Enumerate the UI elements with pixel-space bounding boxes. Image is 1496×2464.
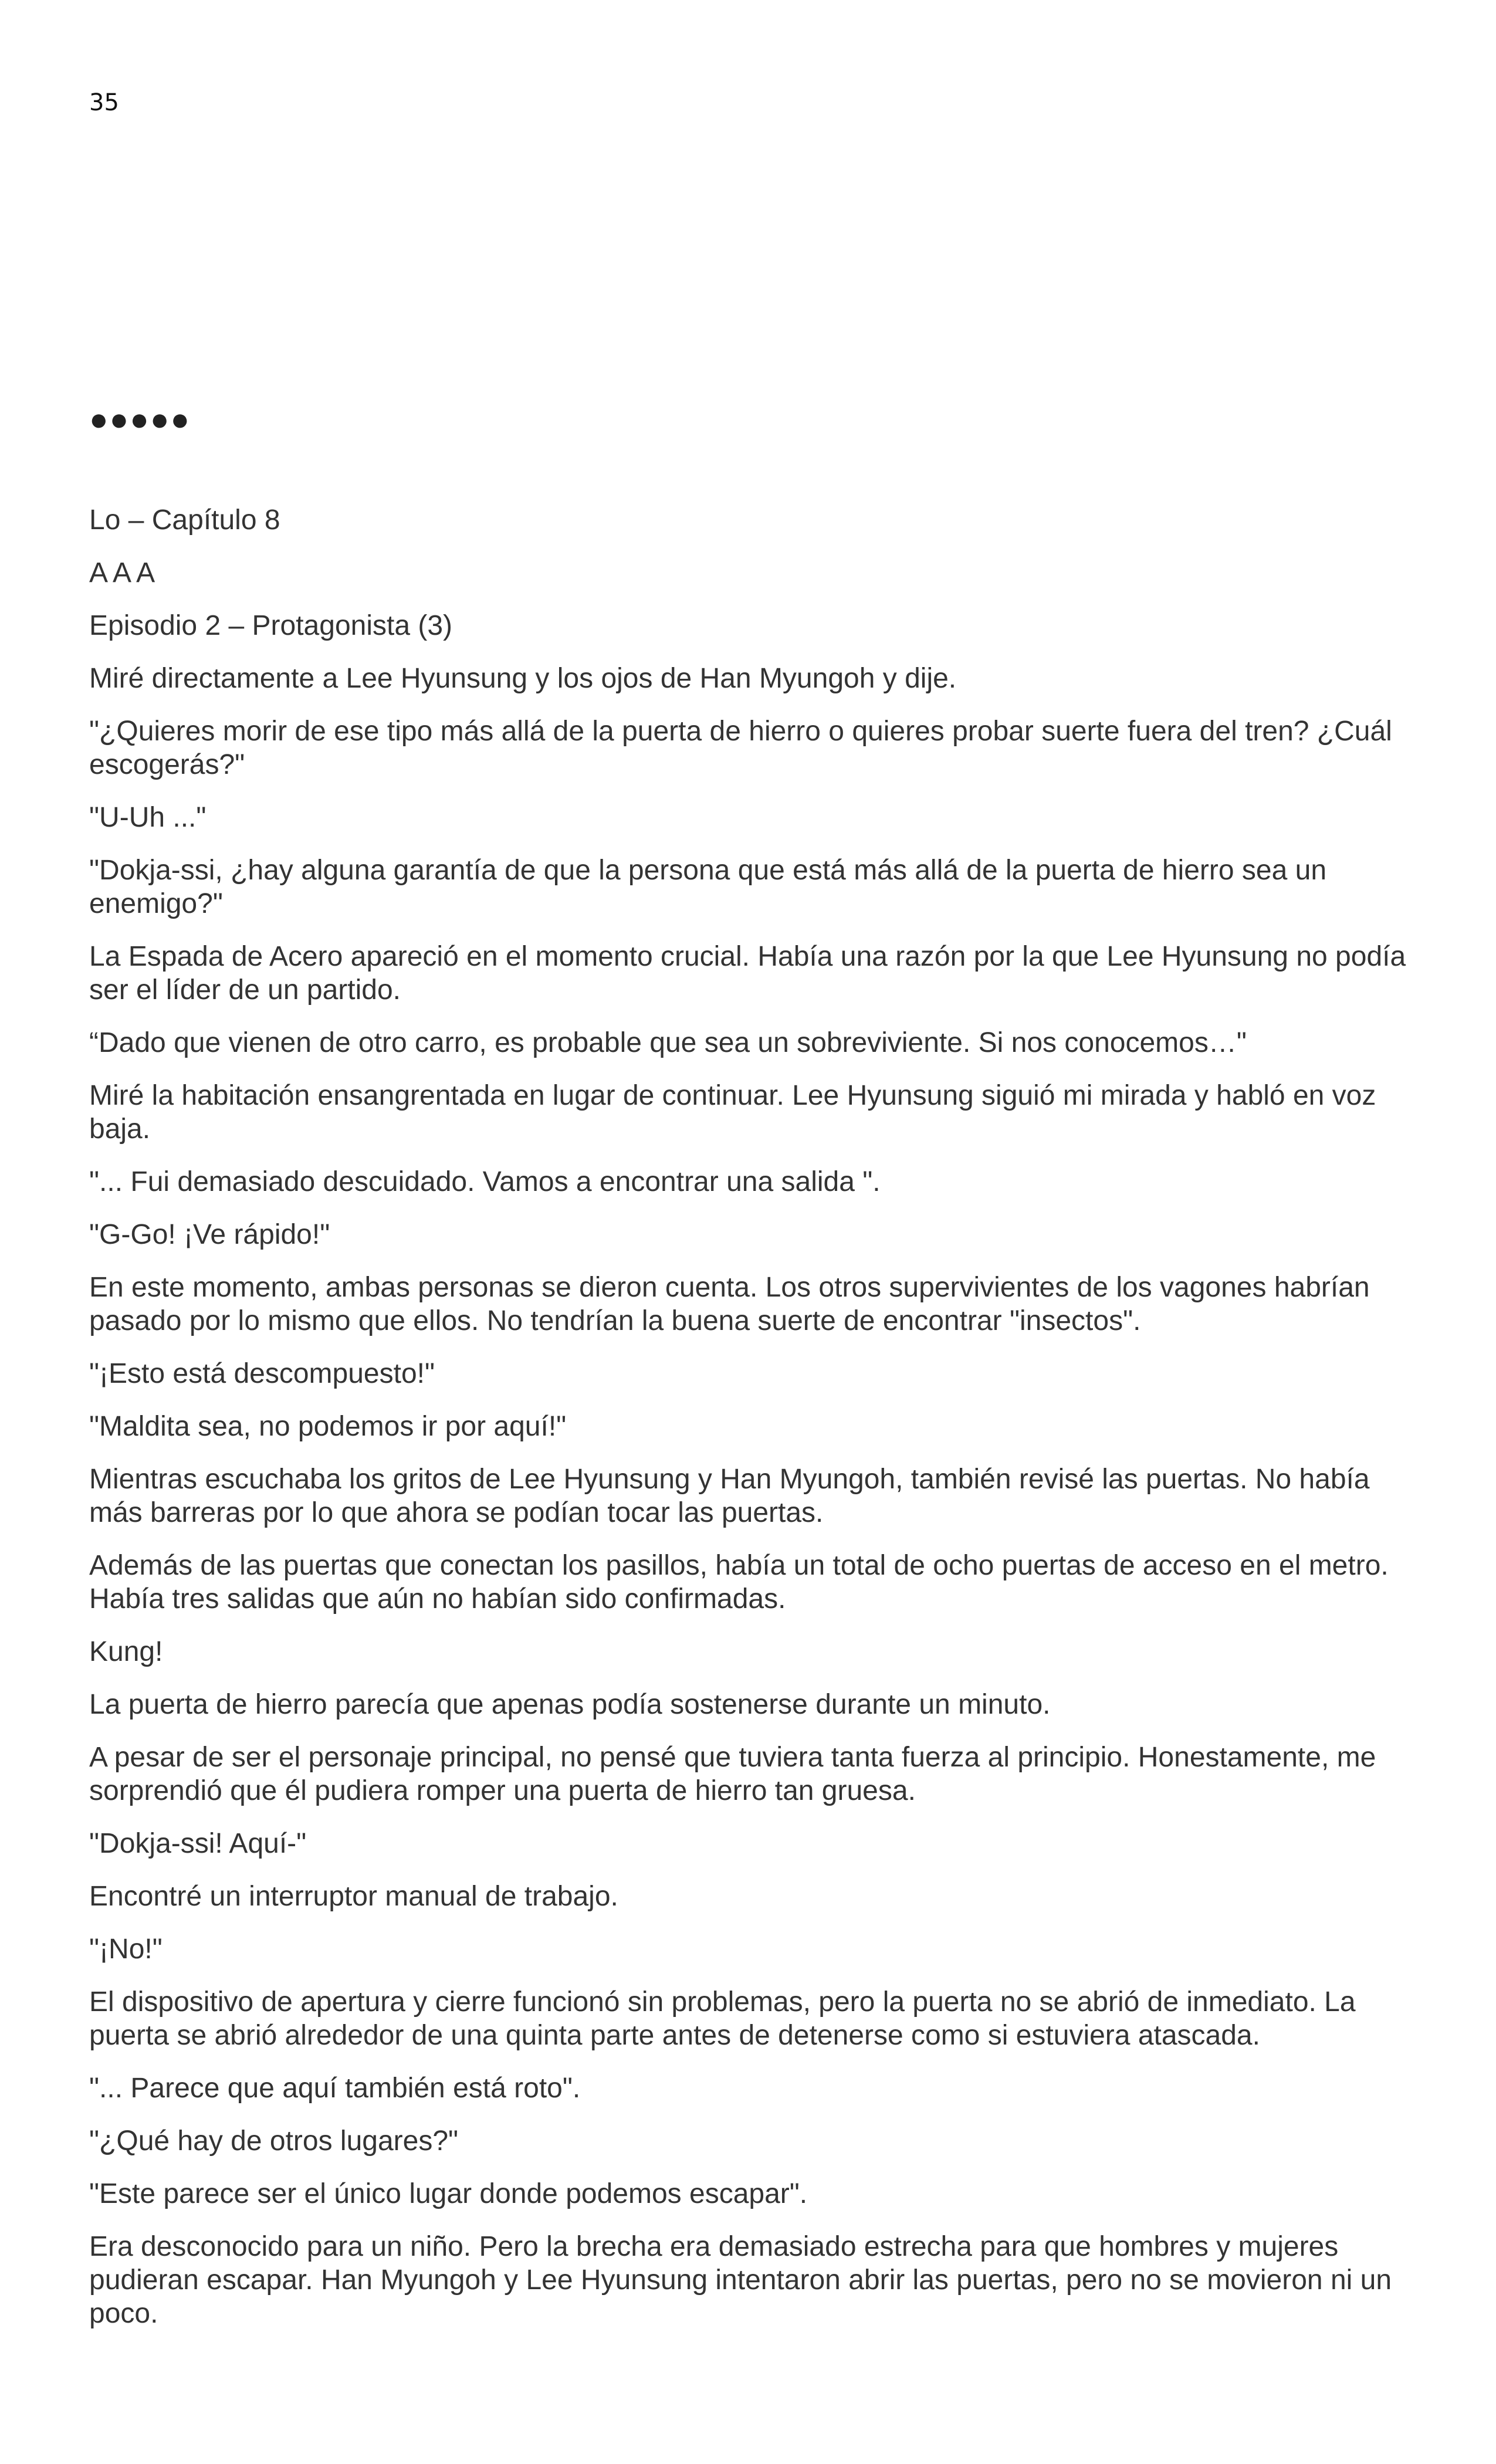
paragraph: Encontré un interruptor manual de trabajo. [89,1881,618,1912]
font-size-controls: A A A [89,557,155,588]
paragraph: "¡Esto está descompuesto!" [89,1358,435,1389]
paragraph: A pesar de ser el personaje principal, no pensé que tuviera tanta fuerza al principio. Honestamente, me sorprendió que él pudiera romper una puerta de hierro tan gruesa. [89,1742,1376,1806]
section-separator: ●●●●● [89,402,191,437]
paragraph: La Espada de Acero apareció en el momento crucial. Había una razón por la que Lee Hyunsung no podía ser el líder de un partido. [89,941,1406,1006]
paragraph: La puerta de hierro parecía que apenas podía sostenerse durante un minuto. [89,1689,1051,1720]
paragraph: "Dokja-ssi, ¿hay alguna garantía de que la persona que está más allá de la puerta de hierro sea un enemigo?" [89,855,1327,919]
paragraph: "¿Quieres morir de ese tipo más allá de la puerta de hierro o quieres probar suerte fuera del tren? ¿Cuál escogerás?" [89,716,1392,780]
chapter-body [89,503,1424,2350]
paragraph: “Dado que vienen de otro carro, es probable que sea un sobreviviente. Si nos conocemos…" [89,1027,1247,1058]
chapter-title: Lo – Capítulo 8 [89,505,280,536]
page-number: 35 [89,89,119,116]
paragraph: El dispositivo de apertura y cierre funcionó sin problemas, pero la puerta no se abrió de inmediato. La puerta se abrió alrededor de una quinta parte antes de detenerse como si estuviera atascada. [89,1986,1356,2051]
paragraph: "Maldita sea, no podemos ir por aquí!" [89,1411,567,1442]
paragraph: "Este parece ser el único lugar donde podemos escapar". [89,2178,808,2209]
paragraph: "... Parece que aquí también está roto". [89,2073,581,2104]
paragraph: En este momento, ambas personas se dieron cuenta. Los otros supervivientes de los vagones habrían pasado por lo mismo que ellos. No tendrían la buena suerte de encontrar "insectos". [89,1272,1370,1336]
paragraph: "U-Uh ..." [89,802,207,833]
paragraph: Además de las puertas que conectan los pasillos, había un total de ocho puertas de acceso en el metro. Había tres salidas que aún no habían sido confirmadas. [89,1550,1389,1615]
paragraph: "... Fui demasiado descuidado. Vamos a encontrar una salida ". [89,1166,881,1197]
paragraph: "¡No!" [89,1934,163,1965]
paragraph: Era desconocido para un niño. Pero la brecha era demasiado estrecha para que hombres y mujeres pudieran escapar. Han Myungoh y Lee Hyunsung intentaron abrir las puertas, pero no se movieron ni un poco. [89,2231,1392,2329]
paragraph: Miré la habitación ensangrentada en lugar de continuar. Lee Hyunsung siguió mi mirada y habló en voz baja. [89,1080,1376,1145]
paragraph: "G-Go! ¡Ve rápido!" [89,1219,330,1250]
paragraph: Mientras escuchaba los gritos de Lee Hyunsung y Han Myungoh, también revisé las puertas. No había más barreras por lo que ahora se podían tocar las puertas. [89,1464,1370,1528]
paragraph: Kung! [89,1636,163,1667]
episode-title: Episodio 2 – Protagonista (3) [89,610,453,641]
paragraph: "¿Qué hay de otros lugares?" [89,2125,459,2157]
paragraph: "Dokja-ssi! Aquí-" [89,1828,307,1859]
paragraph: Miré directamente a Lee Hyunsung y los ojos de Han Myungoh y dije. [89,663,957,694]
